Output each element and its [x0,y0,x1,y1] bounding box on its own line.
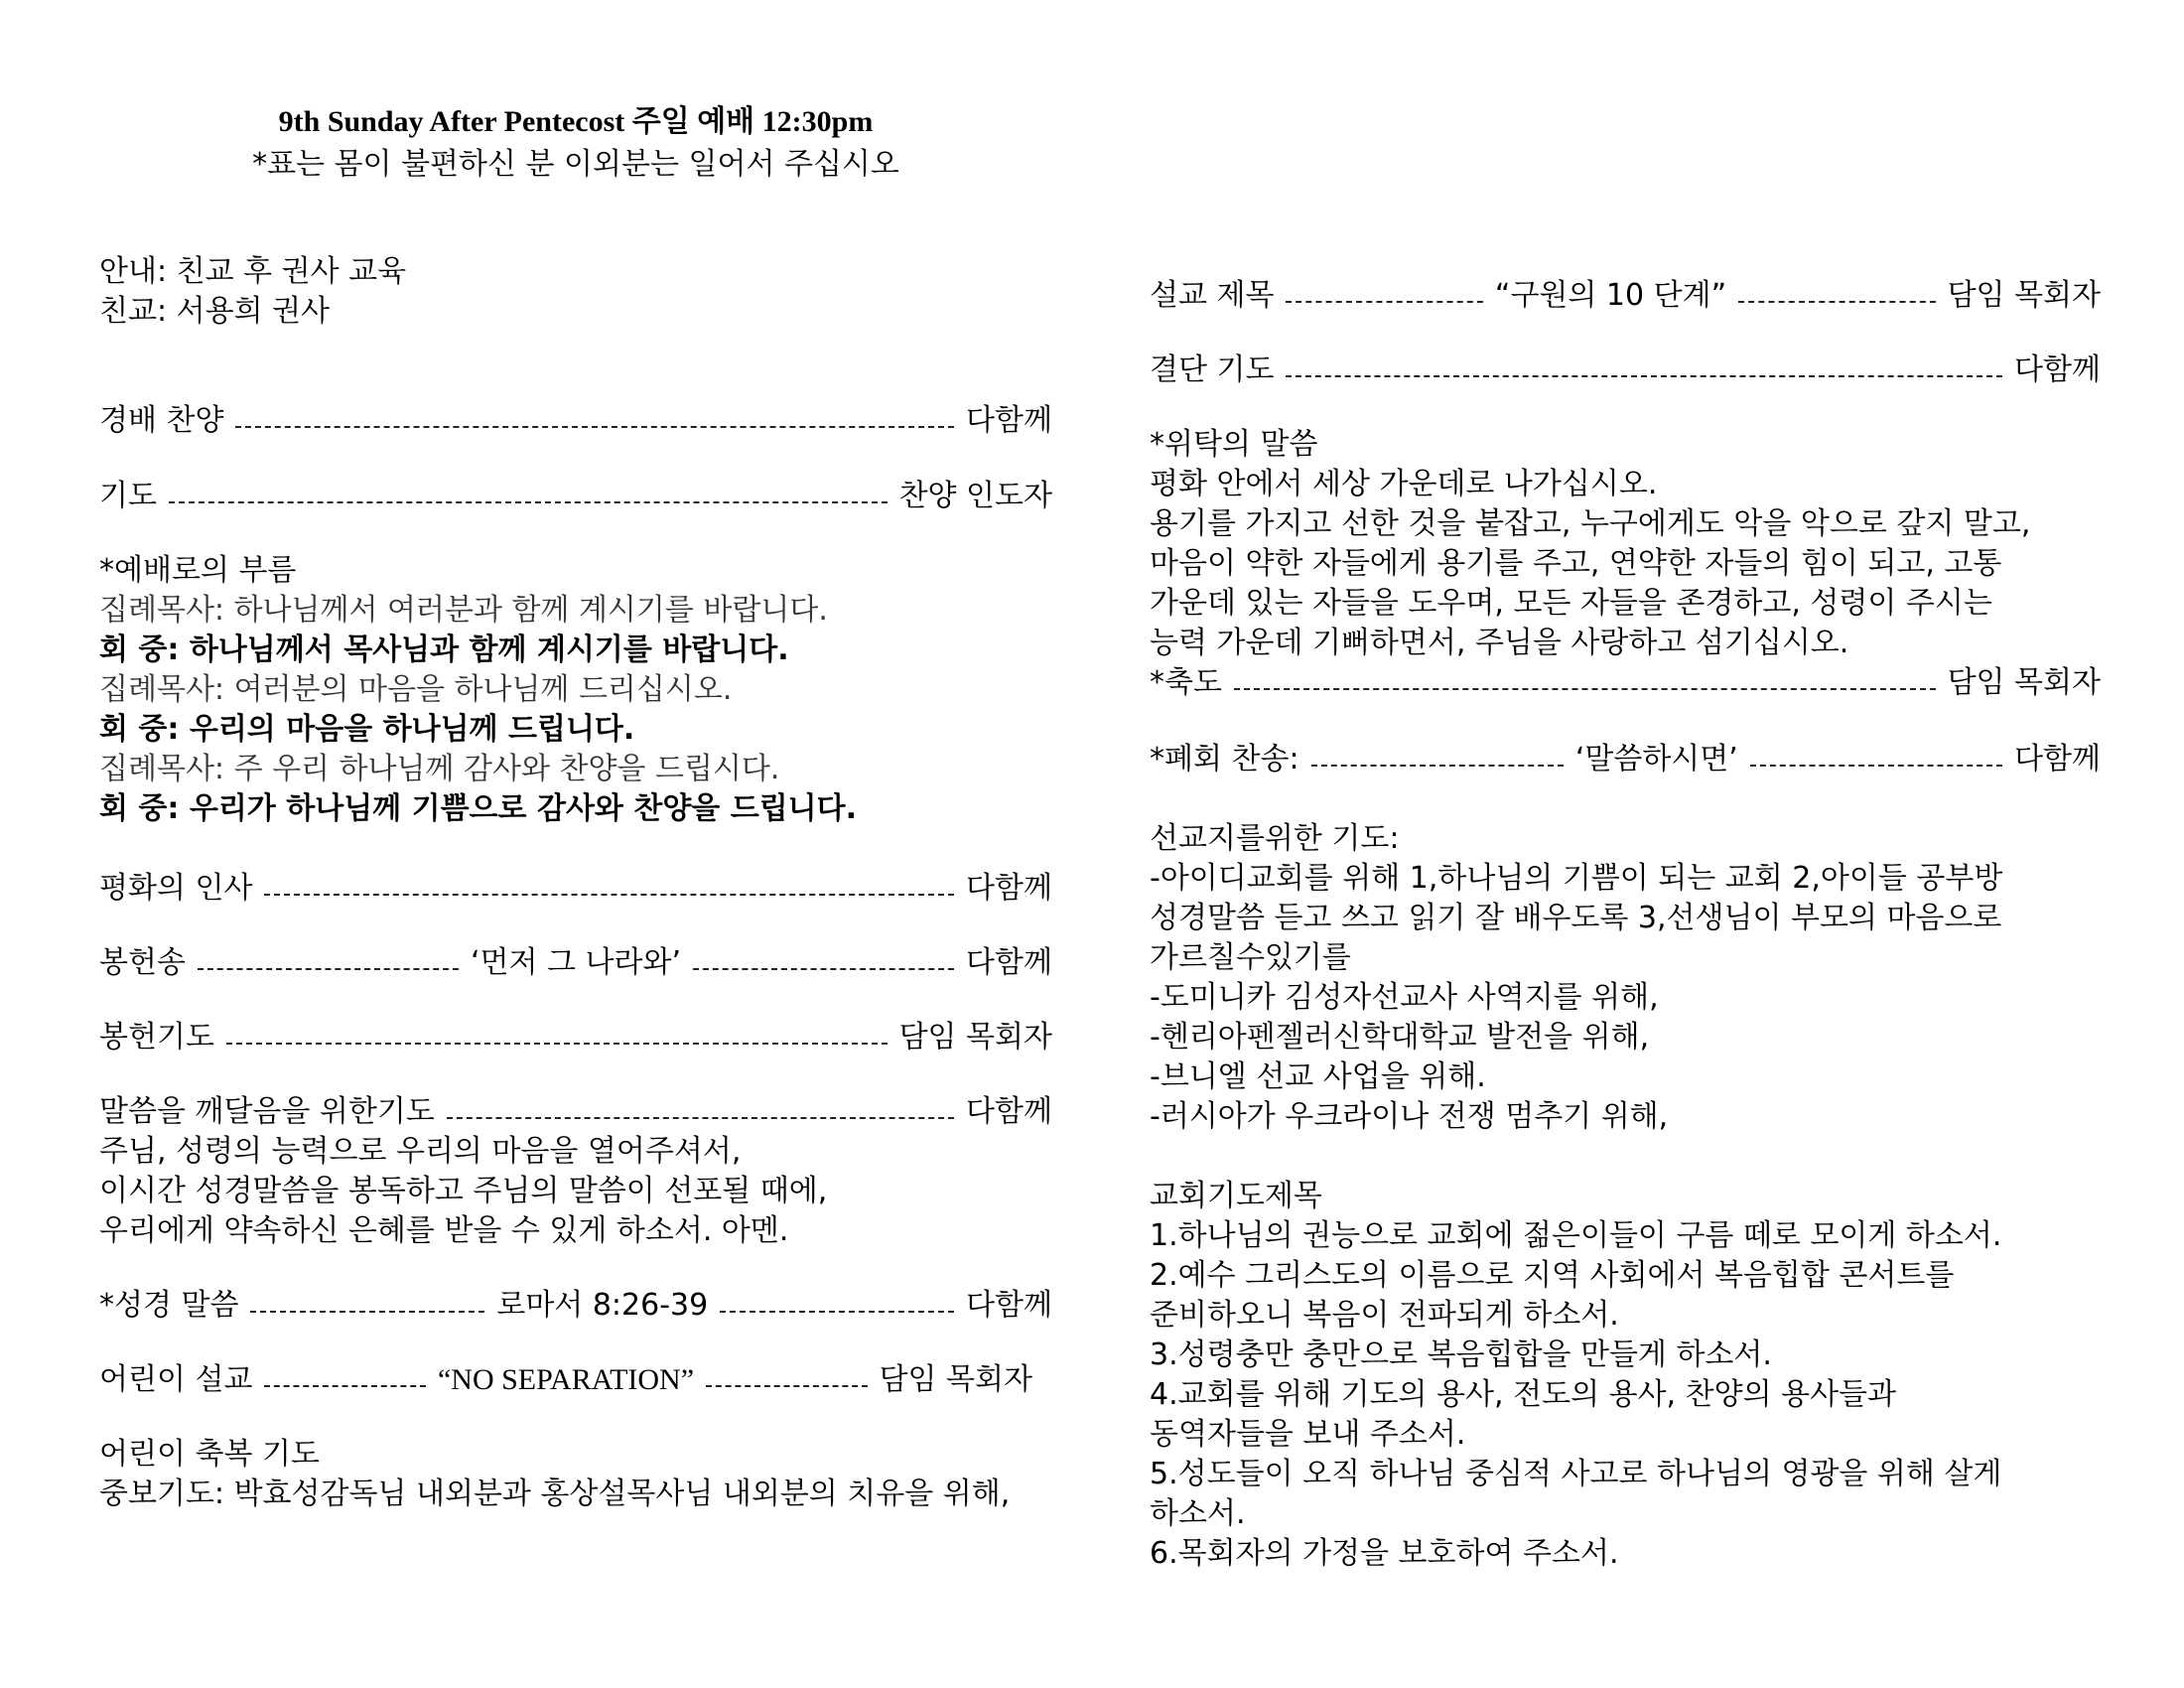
dash-leader [235,426,954,428]
scripture-leader: 다함께 [966,1288,1053,1323]
call-to-worship-title: *예배로의 부름 [99,553,297,588]
dash-leader [264,1385,426,1387]
commission-line: 능력 가운데 기뻐하면서, 주님을 사랑하고 섬기십시오. [1150,626,1849,660]
sermon-label: 설교 제목 [1150,278,1275,313]
decision-label: 결단 기도 [1150,352,1275,387]
mission-line: -헨리아펜젤러신학대학교 발전을 위해, [1150,1020,1650,1055]
call-line: 집례목사: 하나님께서 여러분과 함께 계시기를 바랍니다. [99,593,828,628]
church-prayer-line: 하소서. [1150,1496,1246,1531]
commission-line: 평화 안에서 세상 가운데로 나가십시오. [1150,467,1658,501]
church-prayer-title: 교회기도제목 [1150,1179,1322,1213]
illumination-line: 우리에게 약속하신 은혜를 받을 수 있게 하소서. 아멘. [99,1213,789,1248]
scripture-label: *성경 말씀 [99,1288,239,1323]
dash-leader [720,1311,954,1313]
peace-row [99,869,1052,909]
benediction-leader: 담임 목회자 [1947,665,2101,700]
decision-row [1150,351,2101,390]
church-prayer-line: 6.목회자의 가정을 보호하여 주소서. [1150,1536,1619,1571]
offering-song-leader: 다함께 [966,945,1052,980]
church-prayer-line: 5.성도들이 오직 하나님 중심적 사고로 하나님의 영광을 위해 살게 [1150,1457,2002,1491]
dash-leader [706,1385,868,1387]
commission-line: 용기를 가지고 선한 것을 붙잡고, 누구에게도 악을 악으로 갚지 말고, [1150,506,2031,541]
standing-note: *표는 몸이 불편하신 분 이외분는 일어서 주십시오 [252,147,899,182]
illumination-line: 주님, 성령의 능력으로 우리의 마음을 열어주셔서, [99,1134,742,1169]
benediction-row [1150,663,2101,703]
fellowship-line: 친교: 서용희 권사 [99,294,331,329]
illumination-line: 이시간 성경말씀을 봉독하고 주님의 말씀이 선포될 때에, [99,1174,828,1208]
call-line: 집례목사: 주 우리 하나님께 감사와 찬양을 드립시다. [99,752,780,786]
commission-line: 마음이 약한 자들에게 용기를 주고, 연약한 자들의 힘이 되고, 고통 [1150,546,2002,581]
mission-line: 가르칠수있기를 [1150,940,1351,975]
dash-leader [447,1117,954,1119]
dash-leader [1286,375,2002,377]
offering-prayer-leader: 담임 목회자 [898,1020,1052,1055]
children-sermon-label: 어린이 설교 [99,1362,253,1397]
closing-hymn-label: *폐회 찬송: [1150,742,1299,776]
children-blessing-line: 어린이 축복 기도 [99,1437,320,1472]
sermon-row [1150,276,2101,316]
mission-line: -러시아가 우크라이나 전쟁 멈추기 위해, [1150,1099,1669,1134]
church-prayer-line: 3.성령충만 충만으로 복음힙합을 만들게 하소서. [1150,1337,1772,1372]
church-prayer-line: 4.교회를 위해 기도의 용사, 전도의 용사, 찬양의 용사들과 [1150,1377,1897,1412]
intercession-line: 중보기도: 박효성감독님 내외분과 홍상설목사님 내외분의 치유을 위해, [99,1477,1011,1511]
call-line: 회 중: 우리의 마음을 하나님께 드립니다. [99,712,635,747]
dash-leader [1750,765,2002,767]
closing-hymn-title: ‘말씀하시면’ [1574,742,1738,776]
offering-prayer-row [99,1018,1052,1057]
call-line: 회 중: 하나님께서 목사님과 함께 계시기를 바랍니다. [99,633,789,667]
peace-leader: 다함께 [966,871,1052,906]
scripture-row [99,1286,1052,1326]
commission-title: *위탁의 말씀 [1150,427,1318,462]
offering-song-label: 봉헌송 [99,945,186,980]
children-sermon-leader: 담임 목회자 [879,1362,1032,1397]
illumination-leader: 다함께 [966,1094,1052,1129]
praise-row [99,401,1052,441]
commission-line: 가운데 있는 자들을 도우며, 모든 자들을 존경하고, 성령이 주시는 [1150,586,1992,621]
children-sermon-title: “NO SEPARATION” [437,1363,695,1396]
notice-line: 안내: 친교 후 권사 교육 [99,254,407,289]
scripture-reference: 로마서 8:26-39 [496,1288,709,1323]
bulletin-title: 9th Sunday After Pentecost 주일 예배 12:30pm [278,105,874,138]
mission-line: -아이디교회를 위해 1,하나님의 기쁨이 되는 교회 2,아이들 공부방 [1150,861,2003,896]
illumination-row [99,1092,1052,1132]
dash-leader [198,968,459,970]
dash-leader [169,501,887,503]
call-line: 회 중: 우리가 하나님께 기쁨으로 감사와 찬양을 드립니다. [99,791,858,826]
mission-line: -브니엘 선교 사업을 위해. [1150,1059,1486,1094]
illumination-label: 말씀을 깨달음을 위한기도 [99,1094,435,1129]
mission-title: 선교지를위한 기도: [1150,821,1400,856]
prayer-row [99,477,1052,516]
church-prayer-line: 2.예수 그리스도의 이름으로 지역 사회에서 복음힙합 콘서트를 [1150,1258,1955,1293]
peace-label: 평화의 인사 [99,871,253,906]
mission-line: -도미니카 김성자선교사 사역지를 위해, [1150,980,1659,1015]
dash-leader [693,968,954,970]
sermon-preacher: 담임 목회자 [1947,278,2102,313]
mission-line: 성경말씀 듣고 쓰고 읽기 잘 배우도록 3,선생님이 부모의 마음으로 [1150,901,2002,935]
call-line: 집례목사: 여러분의 마음을 하나님께 드리십시오. [99,672,733,707]
dash-leader [1234,688,1936,690]
children-sermon-row [99,1360,1032,1400]
closing-hymn-leader: 다함께 [2014,742,2102,776]
decision-leader: 다함께 [2014,352,2101,387]
dash-leader [250,1311,484,1313]
dash-leader [1738,301,1935,303]
praise-leader: 다함께 [966,403,1052,438]
offering-song-title: ‘먼저 그 나라와’ [470,945,682,980]
church-prayer-line: 동역자들을 보내 주소서. [1150,1417,1466,1452]
offering-song-row [99,943,1052,983]
praise-label: 경배 찬양 [99,403,224,438]
sermon-title: “구원의 10 단계” [1494,278,1727,313]
benediction-label: *축도 [1150,665,1222,700]
offering-prayer-label: 봉헌기도 [99,1020,214,1055]
prayer-label: 기도 [99,479,157,513]
prayer-leader: 찬양 인도자 [898,479,1052,513]
dash-leader [1311,765,1564,767]
dash-leader [1286,301,1482,303]
dash-leader [264,894,954,896]
dash-leader [226,1043,887,1045]
church-prayer-line: 1.하나님의 권능으로 교회에 젊은이들이 구름 떼로 모이게 하소서. [1150,1218,2002,1253]
church-prayer-line: 준비하오니 복음이 전파되게 하소서. [1150,1298,1619,1333]
closing-hymn-row [1150,740,2101,779]
